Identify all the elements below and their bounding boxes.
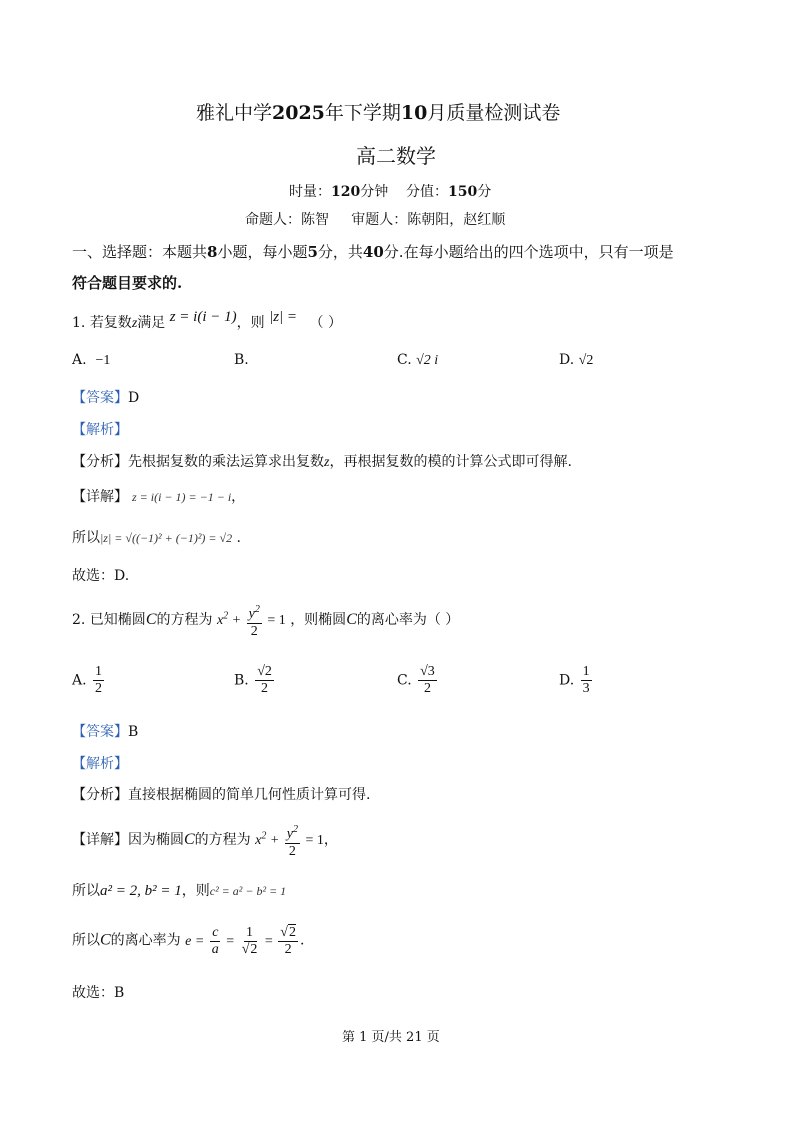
q2-conclusion: 故选：B [72,985,125,1001]
q1-fenxi: 【分析】先根据复数的乘法运算求出复数z，再根据复数的模的计算公式即可得解. [72,454,572,470]
q2-answer: 【答案】B [72,724,139,740]
q2-ellipse-equation: $x^2$ + $\frac{y^2}{2}$ = 1 [216,604,286,639]
q2-option-a: A. $\frac{1}{2}$ [72,664,103,696]
q2-eccentricity-calc: e = $\frac{c}{a}$ = $\frac{1}{√2}$ = $\frac{√2}{2}$ [185,925,296,957]
section-heading: 一、选择题：本题共8小题，每小题5分，共40分.在每小题给出的四个选项中，只有一项是 [72,243,674,261]
page-number: 第 1 页/共 21 页 [342,1030,440,1045]
q1-answer: 【答案】D [72,390,140,406]
question-1: 1. 若复数z满足 z = i(i − 1)，则 |z| = （ ） [72,309,342,331]
q1-equation: z = i(i − 1) [169,309,237,325]
authors-line: 命题人：陈智 审题人：陈朝阳，赵红顺 [245,212,506,228]
question-2: 2. 已知椭圆C的方程为 $x^2$ + $\frac{y^2}{2}$ = 1 ，则椭圆C的离心率为（ ） [72,604,460,639]
q2-option-c: C. $\frac{√3}{2}$ [397,664,435,696]
q1-conclusion: 故选：D. [72,568,130,584]
exam-title: 雅礼中学2025年下学期10月质量检测试卷 [196,102,561,124]
q1-option-b: B. [234,352,249,368]
q1-modulus: |z| = [269,309,298,325]
q2-fenxi: 【分析】直接根据椭圆的简单几何性质计算可得. [72,787,371,803]
q1-detail: 【详解】 z = i(i − 1) = −1 − i， [72,489,246,505]
q2-option-b: B. $\frac{√2}{2}$ [234,664,272,696]
q1-option-c: C. √2 i [397,352,439,368]
q1-so: 所以|z| = √((−1)² + (−1)²) = √2 . [72,530,242,546]
q1-modulus-calc: |z| = √((−1)² + (−1)²) = √2 [100,531,233,545]
subject-title: 高二数学 [356,144,436,168]
time-score-line: 时量：120分钟 分值：150分 [289,184,492,200]
section-heading-line2: 符合题目要求的. [72,274,183,292]
q2-so2: 所以C的离心率为 e = $\frac{c}{a}$ = $\frac{1}{√2}$ = $\frac{√2}{2}$ . [72,925,305,957]
q1-analysis-tag: 【解析】 [72,422,128,438]
q2-option-d: D. $\frac{1}{3}$ [559,664,590,696]
q2-so1: 所以a² = 2, b² = 1，则c² = a² − b² = 1 [72,883,287,899]
q2-detail: 【详解】因为椭圆C的方程为 $x^2$ + $\frac{y^2}{2}$ = 1， [72,824,338,859]
q1-option-a: A. −1 [72,352,111,368]
q1-option-d: D. √2 [559,352,594,368]
q2-analysis-tag: 【解析】 [72,756,128,772]
